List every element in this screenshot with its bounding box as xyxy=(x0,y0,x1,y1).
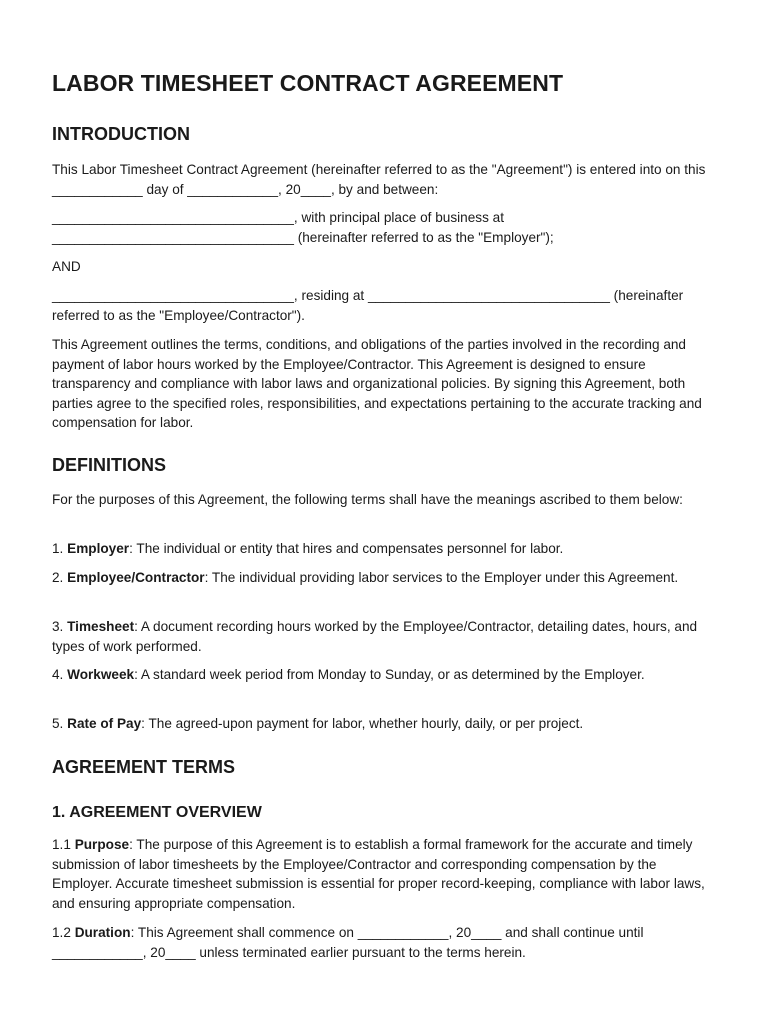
introduction-heading: INTRODUCTION xyxy=(52,124,190,144)
definition-item: 5. Rate of Pay: The agreed-upon payment for labor, whether hourly, daily, or per project. xyxy=(52,716,584,731)
employer-paragraph: ________________________________, with principal place of business at ________________________________ (hereinafter referred to as the "Employer"); xyxy=(52,210,554,245)
definition-item: 2. Employee/Contractor: The individual providing labor services to the Employer under this Agreement. xyxy=(52,570,679,585)
definition-term: Workweek xyxy=(67,667,135,682)
document-title: LABOR TIMESHEET CONTRACT AGREEMENT xyxy=(52,70,564,96)
agreement-terms-heading: AGREEMENT TERMS xyxy=(52,757,236,777)
and-text: AND xyxy=(52,259,81,274)
definition-term: Rate of Pay xyxy=(67,716,142,731)
definition-term: Employer xyxy=(67,541,130,556)
definition-item: 1. Employer: The individual or entity that hires and compensates personnel for labor. xyxy=(52,541,564,556)
introduction-paragraph-4: This Agreement outlines the terms, conditions, and obligations of the parties involved in the recording and payment of labor hours worked by the Employee/Contractor. This Agreement is designed to ensure transparency and compliance with labor laws and organizational policies. By signing this Agreement, both parties agree to the specified roles, responsibilities, and expectations pertaining to the accurate tracking and compensation for labor. xyxy=(52,337,702,430)
definitions-intro: For the purposes of this Agreement, the following terms shall have the meanings ascribed to them below: xyxy=(52,492,683,507)
definition-item: 4. Workweek: A standard week period from Monday to Sunday, or as determined by the Employer. xyxy=(52,667,645,682)
agreement-overview-heading: 1. AGREEMENT OVERVIEW xyxy=(52,804,262,821)
agreement-clause: 1.1 Purpose: The purpose of this Agreement is to establish a formal framework for the accurate and timely submission of labor timesheets by the Employee/Contractor and corresponding compensation by the Employer. Accurate timesheet submission is essential for proper record-keeping, compliance with labor laws, and ensuring appropriate compensation. xyxy=(52,837,705,911)
clause-term: Duration xyxy=(74,925,131,940)
clause-term: Purpose xyxy=(74,837,130,852)
definition-term: Employee/Contractor xyxy=(67,570,205,585)
definition-term: Timesheet xyxy=(67,619,135,634)
agreement-clause: 1.2 Duration: This Agreement shall commence on ____________, 20____ and shall continue until ____________, 20____ unless terminated earlier pursuant to the terms herein. xyxy=(52,925,644,960)
definitions-heading: DEFINITIONS xyxy=(52,455,167,475)
definition-item: 3. Timesheet: A document recording hours worked by the Employee/Contractor, detailing dates, hours, and types of work performed. xyxy=(52,619,698,654)
introduction-paragraph-1: This Labor Timesheet Contract Agreement (hereinafter referred to as the "Agreement") is entered into on this ____________ day of ____________, 20____, by and between: xyxy=(52,162,706,197)
employee-paragraph: ________________________________, residing at ________________________________ (hereinafter referred to as the "Employee/Contractor"). xyxy=(52,288,684,323)
